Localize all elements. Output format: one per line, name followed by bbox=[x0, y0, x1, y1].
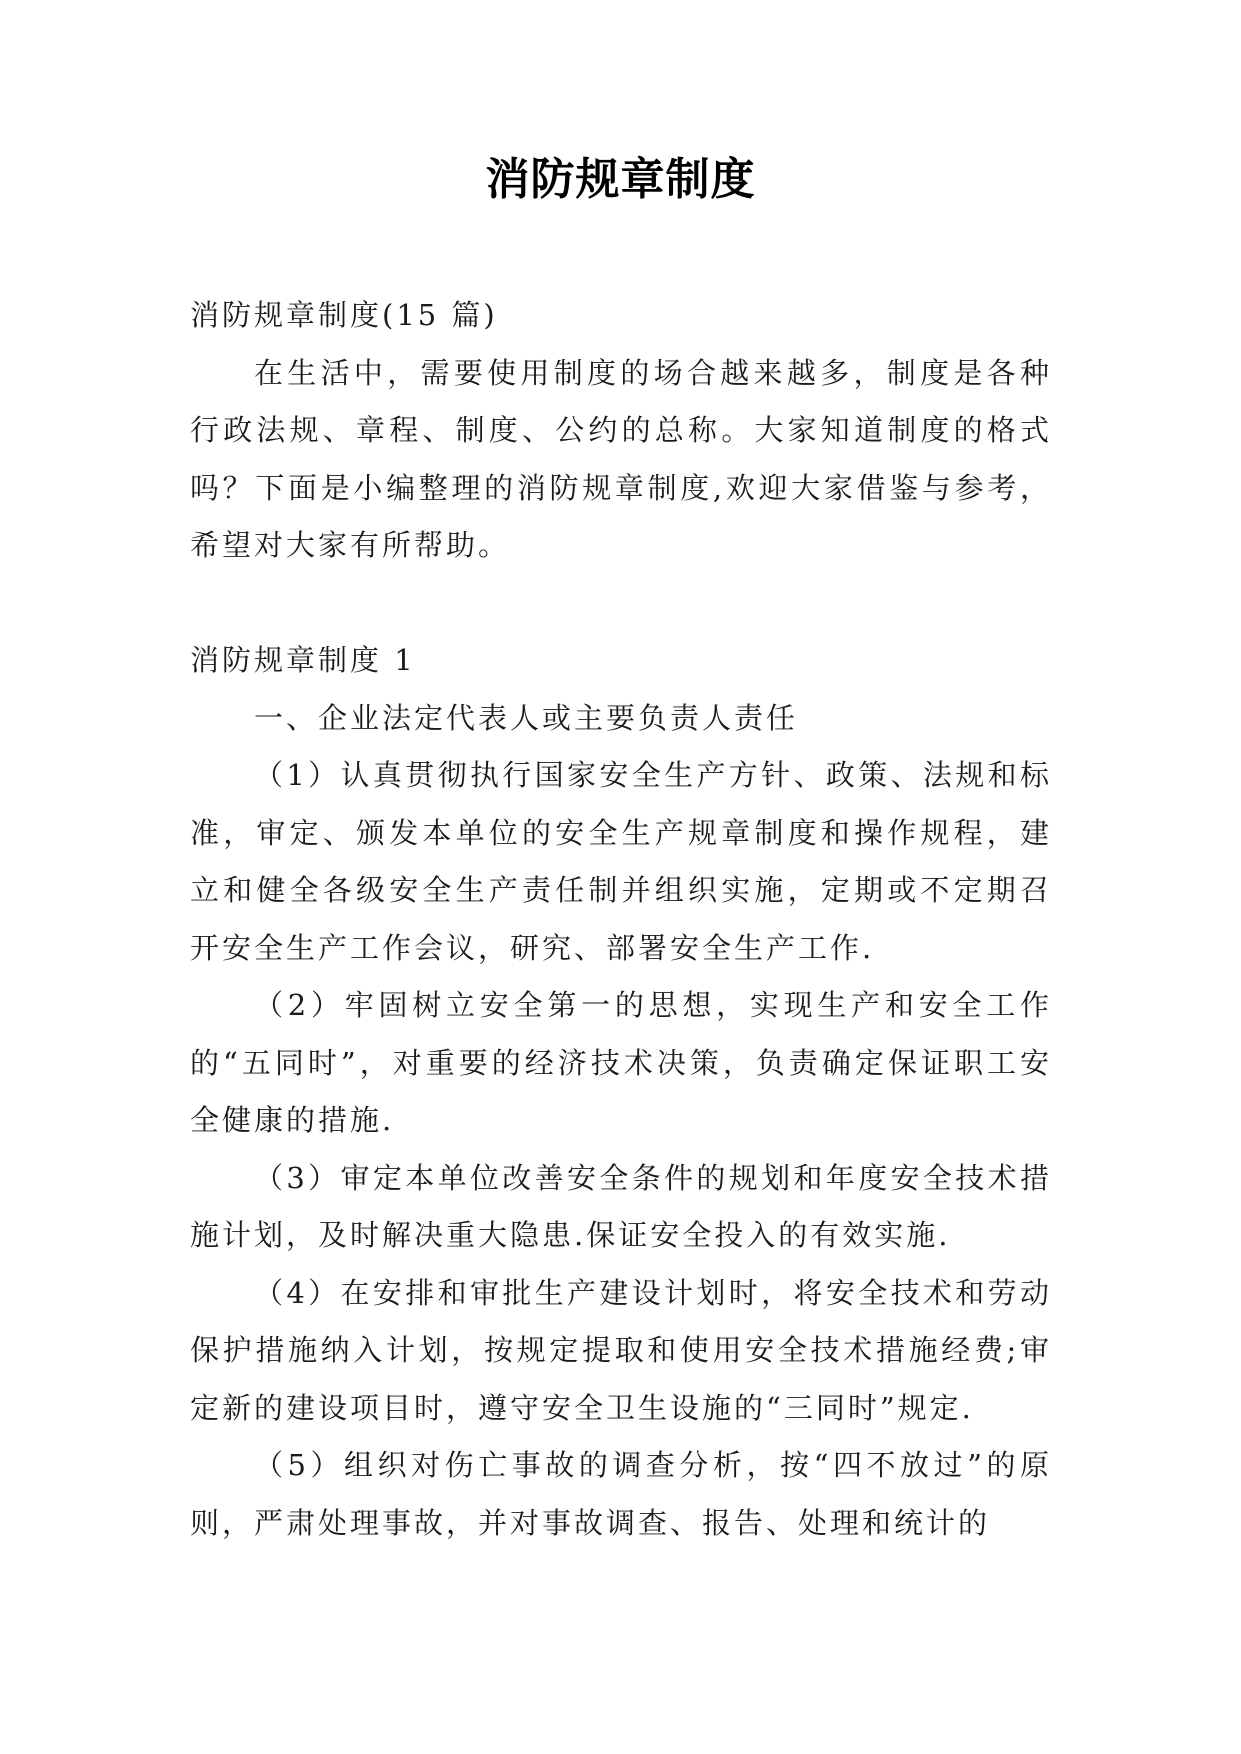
item-heading: 一、企业法定代表人或主要负责人责任 bbox=[254, 700, 799, 735]
paragraph-5: （5）组织对伤亡事故的调查分析，按“四不放过”的原则，严肃处理事故，并对事故调查、报告、处理和统计的 bbox=[190, 1448, 1052, 1540]
document-body bbox=[190, 287, 1052, 1552]
paragraph-4: （4）在安排和审批生产建设计划时，将安全技术和劳动保护措施纳入计划，按规定提取和使用安全技术措施经费;审定新的建设项目时，遵守安全卫生设施的“三同时”规定. bbox=[190, 1275, 1052, 1425]
paragraph-3: （3）审定本单位改善安全条件的规划和年度安全技术措施计划，及时解决重大隐患.保证安全投入的有效实施. bbox=[190, 1160, 1052, 1252]
intro-paragraph: 在生活中，需要使用制度的场合越来越多，制度是各种行政法规、章程、制度、公约的总称。大家知道制度的格式吗？下面是小编整理的消防规章制度,欢迎大家借鉴与参考，希望对大家有所帮助。 bbox=[190, 355, 1052, 562]
paragraph-2: （2）牢固树立安全第一的思想，实现生产和安全工作的“五同时”，对重要的经济技术决策，负责确定保证职工安全健康的措施. bbox=[190, 988, 1052, 1137]
paragraph-1: （1）认真贯彻执行国家安全生产方针、政策、法规和标准，审定、颁发本单位的安全生产规章制度和操作规程，建立和健全各级安全生产责任制并组织实施，定期或不定期召开安全生产工作会议，研究、部署安全生产工作. bbox=[190, 758, 1052, 965]
document-subtitle: 消防规章制度(15 篇) bbox=[190, 298, 498, 332]
page-title: 消防规章制度 bbox=[485, 154, 756, 205]
section-heading: 消防规章制度 1 bbox=[190, 643, 416, 677]
